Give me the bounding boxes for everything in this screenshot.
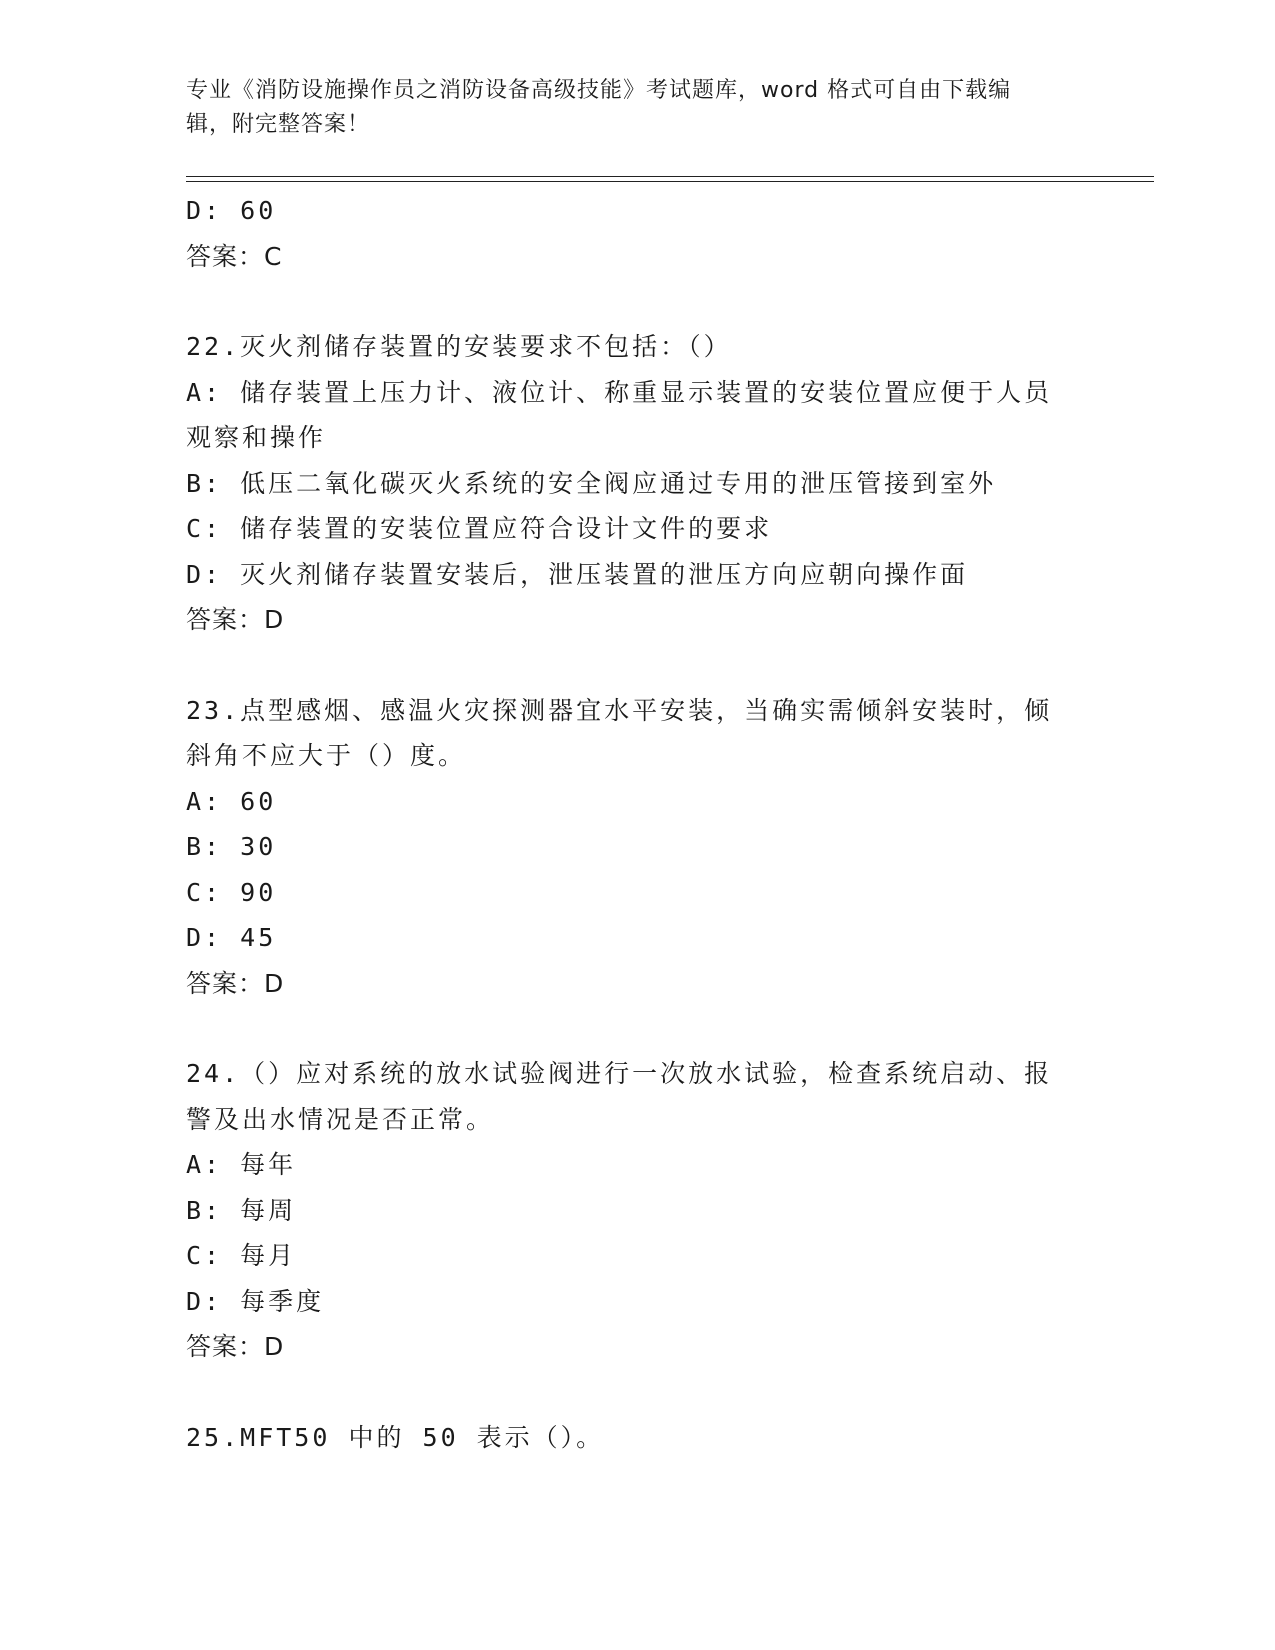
q23-option-a: A: 60	[186, 786, 277, 816]
q24-stem-line-1: 24.（）应对系统的放水试验阀进行一次放水试验，检查系统启动、报	[186, 1059, 1053, 1088]
q22-stem: 22.灭火剂储存装置的安装要求不包括：（）	[186, 332, 732, 361]
question-25	[186, 1415, 1086, 1461]
q23-stem-line-2: 斜角不应大于（）度。	[186, 741, 467, 770]
q22-option-b: B: 低压二氧化碳灭火系统的安全阀应通过专用的泄压管接到室外	[186, 468, 997, 498]
q22-option-c: C: 储存装置的安装位置应符合设计文件的要求	[186, 514, 773, 543]
q22-option-a-line-1: A: 储存装置上压力计、液位计、称重显示装置的安装位置应便于人员	[186, 377, 1053, 407]
question-22	[186, 324, 1086, 643]
header-line-1: 专业《消防设施操作员之消防设备高级技能》考试题库，word 格式可自由下载编	[186, 78, 1012, 103]
header-divider-top	[186, 176, 1154, 177]
q22-answer: 答案：D	[186, 605, 285, 634]
q25-stem: 25.MFT50 中的 50 表示（）。	[186, 1422, 605, 1452]
question-23	[186, 688, 1086, 1007]
q24-option-b: B: 每周	[186, 1195, 297, 1225]
q24-stem-line-2: 警及出水情况是否正常。	[186, 1104, 495, 1134]
spacer	[186, 1370, 1086, 1415]
q23-option-c: C: 90	[186, 877, 277, 907]
q22-option-a-line-2: 观察和操作	[186, 423, 327, 452]
q24-option-d: D: 每季度	[186, 1286, 325, 1316]
q21-option-d: D: 60	[186, 196, 277, 225]
q23-stem-line-1: 23.点型感烟、感温火灾探测器宜水平安装，当确实需倾斜安装时，倾	[186, 695, 1053, 725]
spacer	[186, 643, 1086, 688]
question-21-tail	[186, 188, 1086, 279]
q23-option-d: D: 45	[186, 923, 277, 952]
q23-option-b: B: 30	[186, 832, 277, 861]
spacer	[186, 279, 1086, 324]
page-header	[186, 74, 1066, 142]
q23-answer: 答案：D	[186, 968, 285, 998]
q24-option-a: A: 每年	[186, 1150, 297, 1179]
spacer	[186, 1006, 1086, 1051]
q24-answer: 答案：D	[186, 1332, 285, 1361]
q24-option-c: C: 每月	[186, 1241, 297, 1270]
question-content	[186, 188, 1086, 1460]
header-line-2: 辑，附完整答案！	[186, 112, 371, 137]
q22-option-d: D: 灭火剂储存装置安装后，泄压装置的泄压方向应朝向操作面	[186, 559, 969, 589]
header-divider-bottom	[186, 181, 1154, 182]
question-24	[186, 1051, 1086, 1370]
q21-answer: 答案：C	[186, 241, 283, 271]
